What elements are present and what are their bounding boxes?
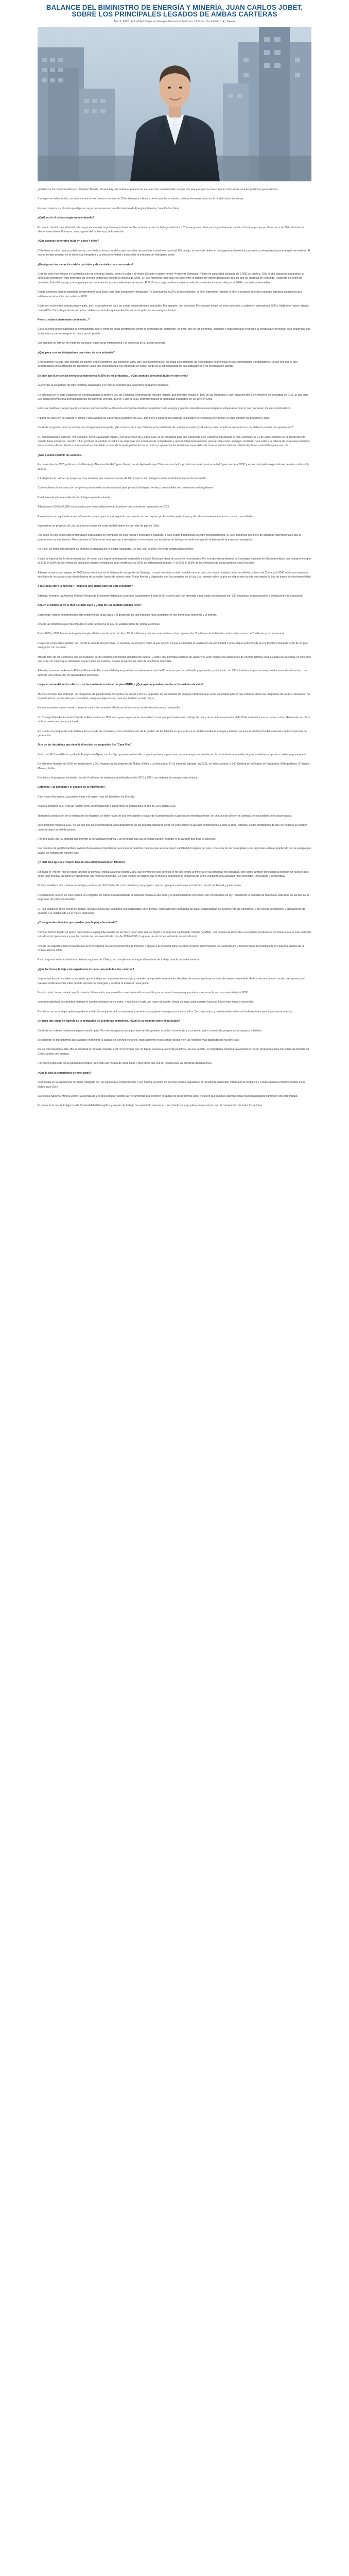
article-paragraph: A partir de esta Ley, se elaboró el primer Plan Nacional de Eficiencia Energética en 2021, que tiene a lugar de las duda de la iniciativa de eficiencia energética en Chile durante los próximos 5 años.	[38, 416, 271, 420]
article-paragraph: En noviembre de 2020 publicamos la Estrategia Nacional de Hidrógeno Verde con el objetivo de que Chile sea uno de los productores más baratos de hidrógeno verde al 2030 y en los principales exportadores de este combustible al 2040.	[38, 463, 310, 471]
article-rating: 0 ★	[220, 20, 225, 23]
meta-separator: |	[129, 20, 131, 23]
article-paragraph: Contemplamos la construcción del primer proyecto de escala industrial para producir hidrógeno verde y combustibles cero emisiones en Magallanes.	[38, 486, 214, 490]
article-paragraph: Por eso lo propuesto en la Agenda Energética ha tenido una mirada de largo plazo y queremos que sea un legado para las próximas generaciones.	[38, 1062, 213, 1065]
article-date: Mar 3, 2022	[114, 20, 129, 23]
article-paragraph: Primero, hemos tenido un apoyo importante a la pequeña minería en el marco de un plan que se dirigió a la empresa nacional de minería (ENAMI), una compra de minerales a pequeños productores de manera que se han realizado más de 4 mil operaciones y que ha contado con un inversión de más de 30 MM USD, lo que es un récord en la historia de la institución.	[38, 930, 311, 939]
article-paragraph: Precisamente un foco de esta política es el objetivo de carbono neutralidad de la industria minera al año 2040 y la planificación de procesos, con mecanismos de ley, reduciendo la cantidad de materiales utilizados en las faenas de empresas de todos los tamaños.	[38, 893, 310, 902]
article-paragraph: También la producción de la energía de los hogares, se debe hacer de una vez cuando a través de la pandemia de cuatro bases inmediatamente, de una vez por año en la cantidad de los pueblos de la nacionalidad.	[38, 814, 292, 818]
interview-question: Se dice que la eficiencia energética representa el 35% de los principios... ¿Qué avances concretos hubo en este tema?	[38, 374, 188, 378]
interview-question: ¿Qué lecciones le deja esta experiencia de haber asumido las dos carteras?	[38, 968, 134, 971]
article-paragraph: Presentamos un equipo de acompañamiento para proyectos y el segundo que cuenta con los mejores profesionales preliminares y de relacionamiento temprano con las comunidades.	[38, 515, 255, 518]
article-paragraph: El Plan establece cinco líneas de trabajo: una que busca que la minería sea sustentable en el tiempo, especialmente en materia de agua, sostenibilidad de la tierra y de las emisiones, y de nuevas condiciones y obligaciones de acuerdo a lo establecido en el marco ambiental.	[38, 907, 306, 915]
interview-question: Un tema que sigue en agenda es la mitigación de la pobreza energética, ¿Cuál es su opinión sobre el particular?	[38, 1020, 181, 1023]
article-paragraph: Para mayo informarlos, ya pueden estar a la región más del Ministerio de Energía.	[38, 795, 135, 799]
article-paragraph: La principal lección es haber constatado que el trabajo en conjunto entre energía y minería hace posible enfrentar los desafíos de un país que busca crecer de manera sostenible. Ambos sectores tienen mucho que aportar y el trabajo coordinado entre ellos permite aprovechar sinergias y acelerar la transición energética.	[38, 977, 305, 985]
article-paragraph: Entre 2018 y 2021 hemos entregado energía eléctrica en el hacia del día a 15.12 millones y que se conectarán en a las regiones de 15 millones de habitantes, estos sitios como con 2 millones y se recuperarán.	[38, 632, 286, 636]
interview-question: Y qué pasa entre la minería? Resuscitó una buena parte de este resultado?	[38, 585, 133, 588]
article-paragraph: Además, tenemos un Acuerdo Público Privado de Electromovilidad que ya reúnen actualmente a más de 80 actores que han adherido y que están participando con 180 iniciativas, organizaciones e instituciones de educación.	[38, 594, 303, 598]
article-paragraph: ¿Cuáles se ha comprometido a su Cambeo Beatriz. Porque hay que cuidar el proceso en esa elección, pero también porque hay que proteger la nota como le conocemos para las próximas generaciones.	[38, 188, 279, 191]
article-categories[interactable]: Actualidad Regional, Energía, Entrevista, Metrosur, Noticias, Sociedad	[131, 20, 218, 23]
article-paragraph: En el primer llamado en 2020, se beneficiaron y 250 hogares de las regiones de Ñuble, Biobío y La Araucanía. En el segundo llamado, en 2021, se seleccionaron 2.200 familias de la Región de Valparaíso, Metropolitana, O'Higgins, Maule y Ñuble.	[38, 762, 310, 770]
interview-question: ¿Y cuál cree que es el mayor hito de esta administración en Minería?	[38, 861, 125, 865]
article-paragraph: Así es. Precisamente este año se cumplirá la meta de conectar a 21 mil viviendas que no tenían acceso a la energía eléctrica. En ese sentido, es importante continuar avanzando en estos programas para que todas las familias de Chile cuenten con energía.	[38, 1048, 309, 1056]
interview-question: Entonces: ¿la cantidad y el desafío de la innovación?	[38, 786, 106, 789]
article-paragraph: Sobre todo, hemos comprometido este problema de largo plazo y el desarrollo de una industria más sostenible es hoy como una economía y el mundo.	[38, 613, 217, 617]
article-paragraph: Por último, el programa ha tenido más de 8 millones de viviendas beneficiadas entre 2018 y 2021 con sistema de energía solar térmica.	[38, 776, 198, 780]
article-share[interactable]: 0 ▸ ▸ ▸	[226, 20, 235, 23]
article-paragraph: En este plan se le pago establecerse a promulgamos la primera Ley de Eficiencia Energética de nuestra historia, que permitirá reducir el 10% de las emisiones y una reducción del 4,6% millones de toneladas de CO2. Si que bien. Vea ahora tenemos una promulgación del consumo de energía, bueno, y que al 2030, permitirá reducir la intensidad energética en un 10% en Chile.	[38, 393, 309, 401]
article-paragraph: El proyecto de ley de la Agencia de Sostenibilidad Energética y su plan de trabajo han permitido avanzar en una mirada de largo plazo para el sector, con el compromiso de todos los actores.	[38, 1104, 263, 1108]
meta-separator: |	[225, 20, 227, 23]
article-paragraph: Lo principal es la experiencia de haber trabajado con un equipo muy comprometido y con mucha vocación de servicio público. Agradezco al Presidente Sebastián Piñera por la confianza y a todos quienes hicieron posible estos logros para Chile.	[38, 1081, 305, 1089]
hero-photo-illustration	[38, 27, 311, 181]
article-paragraph: Estas son excelentes noticias para el país, pero especialmente para las zonas industrialmente saturadas. Por ejemplo, con este plan, Puchuncaví dejará de tener centrales a carbón en operación a 2025 y Mejillones habrá retirado cual a 80%. Cómo hago de las luz de las calderas y centrales que medianitas como un país de cero energías limpias.	[38, 304, 309, 312]
article-paragraph: Chile tiene un alcal cubeza y deficiencia, con niveles claros y modelos que nos sitúa reconocidos a nivel internacional. El consejo, al inicio del deber, el de la generación eléctrica a carbón y reemplazarla por energías renovables. Al mismo tiempo avanzar en la eficiencia energética y la electromovilidad y desarrollar la industria del hidrógeno verde.	[38, 249, 310, 257]
interview-question: ¿Nos pueden resumir los avances…	[38, 453, 84, 457]
article-paragraph: Chile ha sido muy exitoso en la introducción de energías limpias, como lo solar y el viento. Durante el gobierno del Presidente Sebastián Piñera se capacidad instalada de ERNC se duplicó. Sólo el año pasado inauguramos la central de generación más renovable de energía limpia que en toda la historia de Chile. En ese momento logré que nos algo entre la pasión por mayor generación de esta tipo de energías en el mundo. Respecto del retiro de centrales, Todo del trabajo y de la participación de todos los actores relevantes del sector. Al 2019 nos comprometimos a retirar todas las centrales a carbón del país al 2040, con metas intermedias.	[38, 273, 304, 284]
interview-question: Otra de las iniciativas que tiene la dirección de su gestión fue "Casa Viva".	[38, 743, 133, 747]
article-paragraph: Lo segundo es que tenemos que avanzar en mejorar la calidad del servicio eléctrico, especialmente en las zonas rurales y en las regiones más apartadas de nuestro país.	[38, 1039, 240, 1042]
article-paragraph: Mucho con todo. Sin embargo, los programas de planificación energética por mejor a 2019 y la gestión de transmisión de energía reformada que se ha anunciado para el que estamos ahora las programas de política relevantes. Se ha realizado el tramite más que recaudado, energía a baja tensión para esa también a nivel mayor.	[38, 692, 310, 700]
interview-question: ¿Qué avances concretos hubo en estos 4 años?	[38, 240, 99, 243]
article-paragraph: Sí, completamente correcto. Por lo mismo, hemos avanzado rápido y con una visión de Estado. Este es un programa país que trascienda este Gobierno impulsando el hito. Entonces, la 21 de estos cambios es el prácticamente nuestro buen empresas, nuestro rol en producir un cambio de valor. Las empresas son empresas de competencia y operan internacionalmente, pero a Chile como un mayor candidato para estar a la cabeza de esta nueva industria. Ya se estaban desarrollando con una mirada sustentable, a tener de la participación de los territorios y aprovecha las decisiones aprendidas de otras industrias. Hemos relatado las fases sostenibles para una ruta.	[38, 435, 311, 448]
article-paragraph: Además contamos un equipo de 2000 buses eléctricos en el sistema de transporte de Santiago. Lo que nos sitúa a nivel mundial como el país con mayor cantidad de buses eléctricos fuera de China, y al 2040 se ha encontrado a sus flotas de los buses y sus electrolineras de la región, buses de interés como Punta Arenas y Valparaíso con los acuerdos de la Ley y así cumplir sobre la que en el que este bus de una región, la Ley de bases de electromovilidad.	[38, 571, 311, 579]
article-paragraph: Los cambios de gestión también tuvieron fundamental importancia para mejorar nuestros recursos que es una mayor cantidad de hogares del país. Una zona de los municipales y así empresas estará cumpliendo con la energía que pagan los hogares de nuestro país.	[38, 847, 311, 855]
article-paragraph: El Plan establece cinco líneas de trabajo y en total son 102 metas de corto, mediano y largo plazo, que se rigen por cuatro ejes: económico, social, ambiental y gobernanza.	[38, 884, 242, 888]
article-paragraph: Chile también ha sido líder mundial en asumir lo que llamamos una transición justa, que una transformación en hagia considerando las necesidades económicas de las comunidades y trabajadores. Es por eso que lo que desarrollamos una Estrategia de Transición Justa que considera que las empresas se hagan cargo de la empleabilidad de sus trabajadores y su reconversión laboral.	[38, 360, 298, 368]
interview-question: Acá en el tiempo se ve el fluir fue bien claro y ¿cuál fue un cuidado público tiene?	[38, 604, 142, 607]
article-paragraph: Junto con Mi Casa Eléctrica y Ponle Energía a tu Pyme son los 3 programas emblemáticos que impulsamos para avanzar en energías renovables en la ciudadanía en aquellas hoy comunidades y ayudar a cuidar su presupuesto.	[38, 753, 308, 756]
article-paragraph: Una de las iniciativas que más impulsó en este tiempo fue la Ley de Estabilización de Tarifas Eléctricas.	[38, 622, 161, 626]
article-paragraph: Otro producto menos a 2021, se los que sus electrodomésticos a los dispositivos en las grandes lámparas como un consumidor ya que por completamos a toda la zona. Además, estará cumpliendo de que los hogares se pueden conectar para las distribuciones.	[38, 824, 308, 832]
article-paragraph: Y sabí la importancia la electromovilidad. Ve como para lograr un transporte sostenible y eficaz? Nuestras Ideas de acciones necesidades. Por eso que desarrollamos la Estrategia Nacional de Electromovilidad que compromete que al 2035 el 100% de las ventas de vehículos livianos y medianos sean eléctricos y al 2040 en el transporte público. Y al 2045 el 100% de los vehículos de carga también, sea Eléctricos.	[38, 557, 311, 565]
article-paragraph: Y aunque se habla mucho, se sabe menos de los buenos cuencos de Chile al respecto. Acerca de los que he mostrado crónicas humanas cómo en la ciudad sobre los temas.	[38, 197, 245, 201]
interview-question: ¿Y los grandes desafíos que quedan para la pequeña minería?	[38, 921, 117, 925]
article-paragraph: Uno de los aspectos más relevantes fue la de incorporar nuevos instrumentos de fomento y apoyar a la pequeña minería con la creación del Programa de Capacitación y Transferencia Tecnológica de la Pequeña Minería de la Universidad de Chile.	[38, 944, 304, 952]
article-body	[38, 188, 311, 1108]
article-paragraph: La energía la ocupamos de todo nuestras actividades. Por eso es esencial que la usemos de manera eficiente.	[38, 384, 169, 387]
article-paragraph: Entre las medidas a seguir que le pensamos como enseñar la eficiencia energética establece se gestión de la energía y que las viviendas nuevas tengan un etiquetado como el que hoy tienen los electrodomésticos.	[38, 407, 291, 411]
interview-question: Pero su estaría interesante un desafío...?	[38, 318, 90, 321]
article-paragraph: Por otra parte una ley impulsa que permite la portabilidad eléctrica y así tenemos que las personas pueden escoger el proveedor que más le conviene.	[38, 837, 216, 841]
article-paragraph: Este programa se ha extendido a distintas regiones de Chile y han cumplido en entregar alternativas de trabajo para la pequeña minería.	[38, 958, 200, 962]
article-paragraph: Claro, nuestra responsabilidad es compatibilizar que el retiro de estas centrales no afecte la seguridad del suministro, es decir, que se los personas, consumo e industrias que necesitan la energía que necesitan para desarrollar sus actividades y que se asegure el menor precio posible.	[38, 328, 311, 335]
article-paragraph: Proyectos como estos también son donde la vida de las personas. Si tenemos un proyecto como el que se hizo es que acompañar la realización de comunidad o unos el que incluimos de la Ley Eléctrica Rural de Chile de un plan energético con respaldo.	[38, 641, 308, 650]
article-paragraph: Y trabajamos la calidad de proyectos muy avanzan que cuando con más de 60 proyectos de hidrógeno verde en distintas etapas de desarrollo.	[38, 477, 207, 481]
hero-image	[38, 27, 311, 181]
article-paragraph: Prealquiree la primera molécula de hidrógeno para la minería.	[38, 496, 111, 499]
article-paragraph: En Chile, un tercio del consumo de energía es utilizada por el sector transporte. De ello, casi el 100% viene de combustibles fósiles.	[38, 548, 194, 551]
article-paragraph: Sin duda es un tema fundamental para nuestro país. Por eso trabajamos para que más familias puedan acceder a la energía y a un precio justo, a través de programas de apoyo y subsidios.	[38, 1029, 263, 1032]
article-paragraph: La Política Nacional Minera 2050 y la Agenda de Energía seguirán siendo las herramientas que orienten el trabajo de los próximos años, y espero que quienes asuman estas responsabilidades continúen con este trabajo.	[38, 1094, 299, 1098]
article-paragraph: Sin duda, la gestión de lo recorridas por el impacto al transporte, ¿Es correcto decir que Chile tiene la posibilidad de cambiar su matriz productiva y traer beneficios económicos a los chilenos en este una generación?	[38, 426, 293, 430]
article-paragraph: Hoy Chile es uno de los lideres mundiales indiscutidos en el impulso de esta nueva e innovadora industria. Y para seguir potenciando nuestro posicionamiento, el 2021 firmamos una serie de acuerdos internacionales que lo posicionaron su crecimiento. Precisamente a Chile como tiene que ser a nivel global e innovación con iniciativas de hidrógeno verde entrapando la barrera de la transición energética.	[38, 534, 301, 541]
article-paragraph: Por otro lado, he constatado que la minería chilena está comprometida con el desarrollo sostenible y es un actor clave para que podamos alcanzar la carbono neutralidad al 2050.	[38, 991, 249, 995]
article-paragraph: La responsabilidad de contribuir a frenar el cambio climático es de todos. Y nos toca a cada uno hacer un aporte, desde su lugar, para avanzar hacia un futuro más limpio y sostenible.	[38, 1001, 254, 1004]
article-paragraph: Por último, en esta etapa quiero agradecer a todos los equipos de los ministerios y servicios con quienes trabajamos en estos años. Su compromiso y profesionalismo fueron fundamentales para lograr estos avances.	[38, 1010, 293, 1013]
article-paragraph: Los cambios se forman de modo de transición hacia crear instrumentos y la eficiencia de su propio proyecto.	[38, 342, 166, 345]
article-paragraph: En ese momento somos nuestro proyecto contra las centrales eléctricas de biomasa y modernización para su desarrollo.	[38, 706, 181, 710]
article-header	[38, 0, 311, 24]
article-meta	[38, 20, 311, 24]
interview-question: ¿Qué pasa con los trabajadores que viven de esta industria?	[38, 351, 115, 354]
article-paragraph: En ese contexto y a días de que deje su cargo, conversamos con el bi ministro de Energía y Minería, Juan Carlos Jobet.	[38, 207, 180, 210]
article-paragraph: En cuanto a la mejora de este sistema de la Ley de las centrales, con la electrificación de la gestión de las bibliotecas que tenía en su ámbito mediante energía y también se hace la distribución del suministro de las empresas de generación.	[38, 730, 307, 738]
interview-question: ¿Cuál es el rol de la energía en este desafío?	[38, 216, 95, 220]
article-paragraph: Adjudicamos 50 (MM USD) en proyectos que desarrollarán electrolizadores que estarían en operación en 2025.	[38, 505, 170, 509]
article-paragraph: Un Consejo Presidio Rural de Chile de la Renovación en 2019 como para lograr en la comunidad, con el que promoviendo un trabajo de una y otros de la empresa local de Chile nacional y sus acciones contra. Generando un plazo de las conexiones desde y mirando.	[38, 716, 310, 724]
interview-question: ¿En algunos las metas de carbón parciales y de centrales para necesarias?	[38, 263, 134, 266]
article-title: BALANCE DEL BIMINISTRO DE ENERGÍA Y MINERÍA, JUAN CARLOS JOBET, SOBRE LOS PRINCIPALES LEGADOS DE AMBAS CARTERAS	[46, 4, 303, 18]
meta-separator: |	[218, 20, 220, 23]
article-paragraph: Ingresamos un proyecto de Ley para incluir la tasa de costo del hidrógeno en las rolas de gas en Chile.	[38, 524, 160, 528]
article-paragraph: Más de 80% de los 1 millones que se instalaron serán compras con fondos del gobierno central, y sobre ello, permitirá cambios en casas y se vean mejorar las situaciones de energía térmica en la luz para las personas en consumo que está con menos que solamente lo que hacen los sueldos, nuevos proyectos de calor de una forma renovable.	[38, 655, 311, 663]
article-paragraph: Desde entonces, hemos adoptado compromisos para hacer este plan ambicioso y anticipado. Ya decretamos el 30% de las centrales, al 2024 habremos retirado el 65% y nuestros potentes nuestros impulsos didácticos para adelantar el retiro total del carbón al 2030.	[38, 291, 302, 298]
article-paragraph: Nuestra iniciativa es el Plan de Acción, tiene un presupuesto a desarrollar se dedica para el año de 2021 hasta 2026.	[38, 805, 177, 808]
article-paragraph: Sin duda el "mayor" hito se haber lanzado la primera Política Nacional Minera 2050, que permite no sólo conocer el rol que tendrá la minería en las próximas tres décadas, sino como también consolidar la posición de nuestro país como líder mundial en minería y desarrollar una minería sostenible. En esta política se planteó que la minería contribuirá al desarrollo de Chile, mediante una actividad más sostenible, innovadora y competitiva.	[38, 870, 309, 878]
interview-question: La gobernanza del sector eléctrico se ha mostrado mucho en el plan PNRE y ¿Qué ayudas pueden cambiar a disposición de ellas?	[38, 683, 204, 687]
article-paragraph: Además, tenemos un Acuerdo Público Privado de Electromovilidad que ya reúnen actualmente a más de 80 actores que han adherido y que están participando con 180 iniciativas, organizaciones, instituciones de educación o de tanto de una ventas que los generadores eléctricos.	[38, 669, 307, 677]
article-paragraph: El cambio climático es el desafío de mayor escala más importante que tenemos. En se tema del sector hidrogeoeléctricas. Y la energía es clave para lograr frenar el cambio climático, porque produce cerca de 80% del total de efecto invernadero. Entonces, somos parte del problema y de la solución.	[38, 226, 304, 234]
interview-question: ¿Qué le deja la experiencia de este cargo?	[38, 1071, 92, 1075]
